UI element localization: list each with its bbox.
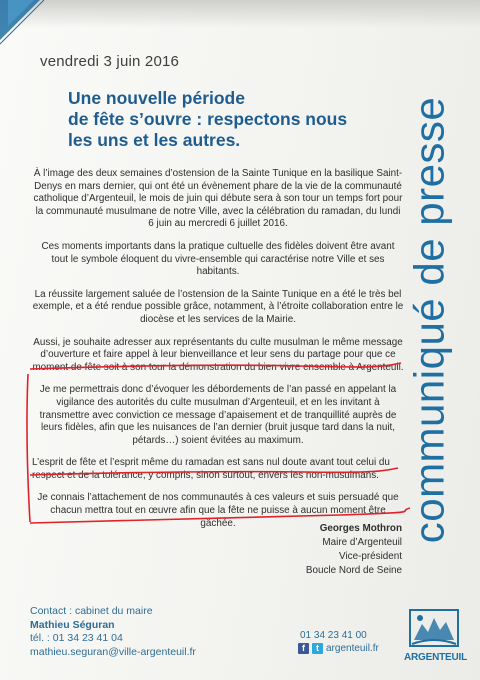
- contact-phone: tél. : 01 34 23 41 04: [30, 632, 123, 644]
- signature-block: [230, 522, 402, 578]
- footer-phone: 01 34 23 41 00: [300, 630, 367, 641]
- title-line: Une nouvelle période: [68, 88, 245, 108]
- facebook-icon[interactable]: f: [298, 643, 309, 654]
- twitter-icon[interactable]: t: [312, 643, 323, 654]
- signatory-role: Vice-président: [339, 551, 402, 562]
- body-paragraph: Ces moments importants dans la pratique cultuelle des fidèles doivent être avant tout le symbole éloquent du vivre-ensemble qui caractérise notre Ville et ses habitants.: [41, 240, 395, 278]
- press-title: [68, 88, 398, 151]
- contact-email[interactable]: mathieu.seguran@ville-argenteuil.fr: [30, 645, 196, 658]
- body-paragraph: Je connais l’attachement de nos communautés à ces valeurs et suis persuadé que chacun mettra tout en œuvre afin que la fête ne puisse à aucun moment être gâchée.: [37, 492, 399, 529]
- press-date: vendredi 3 juin 2016: [40, 53, 180, 70]
- contact-name: Mathieu Séguran: [30, 618, 115, 631]
- body-paragraph: L’esprit de fête et l’esprit même du ramadan est sans nul doute avant tout celui du respect et de la tolérance, y compris, sinon surtout, envers les non-musulmans.: [32, 457, 390, 481]
- header-decoration: [0, 0, 56, 58]
- signatory-role: Maire d’Argenteuil: [322, 537, 402, 548]
- scan-shadow: [0, 0, 480, 28]
- body-paragraph: Aussi, je souhaite adresser aux représentants du culte musulman le même message d’ouverture et faire appel à leur bienveillance et leur sens du partage pour que ce moment de fête soit à son tour la démonstration du bien vivre ensemble à Argenteuil.: [32, 336, 404, 373]
- title-line: les uns et les autres.: [68, 130, 241, 150]
- city-name: ARGENTEUIL: [404, 652, 468, 663]
- body-paragraph: À l’image des deux semaines d’ostension de la Sainte Tunique en la basilique Saint-Denys en mars dernier, qui ont été un évènement phare de la vie de la communauté catholique d’Argenteuil, le mois de juin qui débute sera à son tour un temps fort pour la communauté musulmane de notre Ville, avec la célébration du ramadan, du lundi 6 juin au mercredi 6 juillet 2016.: [33, 168, 403, 230]
- contact-block: [30, 605, 196, 659]
- signatory-name: Georges Mothron: [319, 523, 402, 534]
- body-paragraph: La réussite largement saluée de l’ostension de la Sainte Tunique en a été le très bel exemple, et a été rendue possible grâce, notamment, à l’étroite collaboration entre le diocèse et les services de la Mairie.: [32, 288, 404, 325]
- signatory-role: Boucle Nord de Seine: [305, 565, 402, 576]
- social-handle[interactable]: argenteuil.fr: [326, 643, 379, 654]
- vertical-title-area: [384, 40, 474, 600]
- footer-social: [298, 643, 379, 654]
- title-line: de fête s’ouvre : respectons nous: [68, 109, 348, 129]
- vertical-title: communiqué de presse: [405, 96, 453, 544]
- body-paragraph: Je me permettrais donc d’évoquer les débordements de l’an passé en appelant la vigilance des autorités du culte musulman d’Argenteuil, et en les invitant à transmettre avec conviction ce message d’apaisement et de tranquillité auprès de leurs fidèles, afin que les nuisances de l’an dernier (bruit jusque tard dans la nuit, pétards…) soient évitées au maximum.: [39, 384, 397, 446]
- contact-label: Contact : cabinet du maire: [30, 605, 153, 617]
- press-body: [32, 168, 404, 540]
